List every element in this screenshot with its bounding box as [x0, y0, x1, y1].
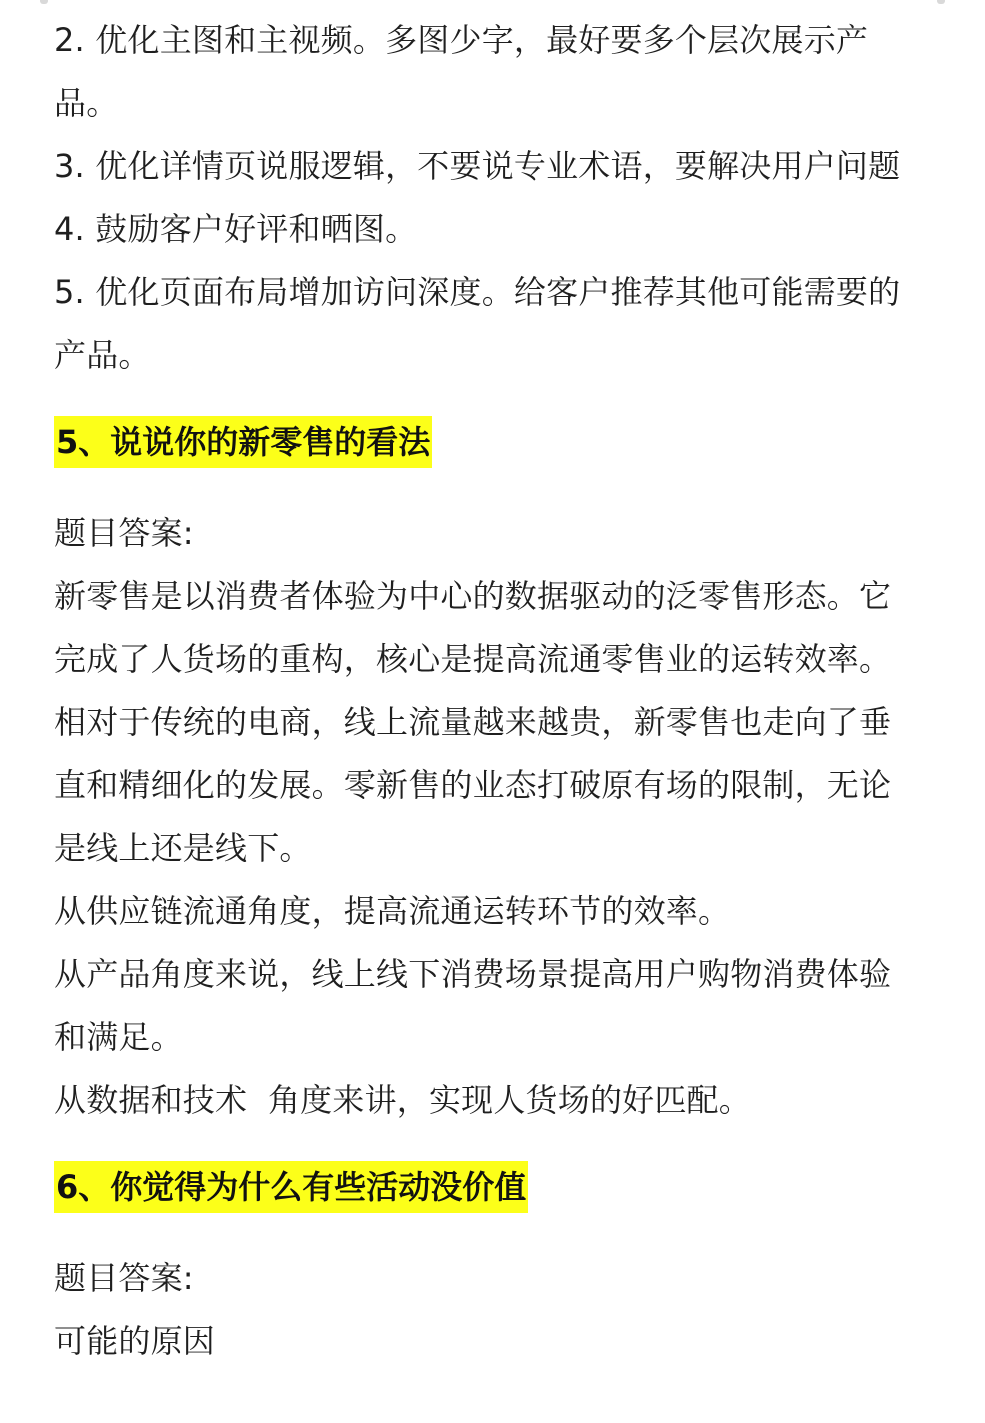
question-6-heading-row: [54, 1154, 914, 1217]
question-5-heading: 5、说说你的新零售的看法: [54, 416, 432, 468]
answer-label: 题目答案:: [54, 1259, 194, 1297]
answer-line: 新零售是以消费者体验为中心的数据驱动的泛零售形态。它: [54, 577, 892, 615]
list-item: [54, 198, 914, 261]
answer-line: 从产品角度来说，线上线下消费场景提高用户购物消费体验: [54, 955, 892, 993]
answer-line: 是线上还是线下。: [54, 829, 312, 867]
list-item: [54, 261, 914, 387]
list-item-line: 5. 优化页面布局增加访问深度。给客户推荐其他可能需要的: [54, 273, 901, 311]
document-body: [54, 9, 914, 1373]
answer-line: 从供应链流通角度，提高流通运转环节的效率。: [54, 892, 731, 930]
list-item: [54, 9, 914, 135]
scroll-notch-left: [40, 0, 48, 4]
answer-line: 相对于传统的电商，线上流量越来越贵，新零售也走向了垂: [54, 703, 892, 741]
list-item-line: 3. 优化详情页说服逻辑，不要说专业术语，要解决用户问题: [54, 147, 901, 185]
answer-line: 可能的原因: [54, 1322, 216, 1360]
question-5-answer: [54, 502, 914, 1132]
answer-line: 完成了人货场的重构，核心是提高流通零售业的运转效率。: [54, 640, 892, 678]
list-item: [54, 135, 914, 198]
top-edge: [0, 0, 985, 4]
list-item-line: 产品。: [54, 336, 151, 374]
list-item-line: 2. 优化主图和主视频。多图少字，最好要多个层次展示产: [54, 21, 869, 59]
question-6-heading: 6、你觉得为什么有些活动没价值: [54, 1161, 528, 1213]
answer-line: 和满足。: [54, 1018, 183, 1056]
scroll-notch-right: [937, 0, 945, 4]
answer-line: 从数据和技术 角度来讲，实现人货场的好匹配。: [54, 1081, 751, 1119]
answer-label: 题目答案:: [54, 514, 194, 552]
answer-line: 直和精细化的发展。零新售的业态打破原有场的限制，无论: [54, 766, 892, 804]
list-item-line: 品。: [54, 84, 119, 122]
list-item-line: 4. 鼓励客户好评和晒图。: [54, 210, 418, 248]
question-6-answer: [54, 1247, 914, 1373]
question-5-heading-row: [54, 409, 914, 472]
